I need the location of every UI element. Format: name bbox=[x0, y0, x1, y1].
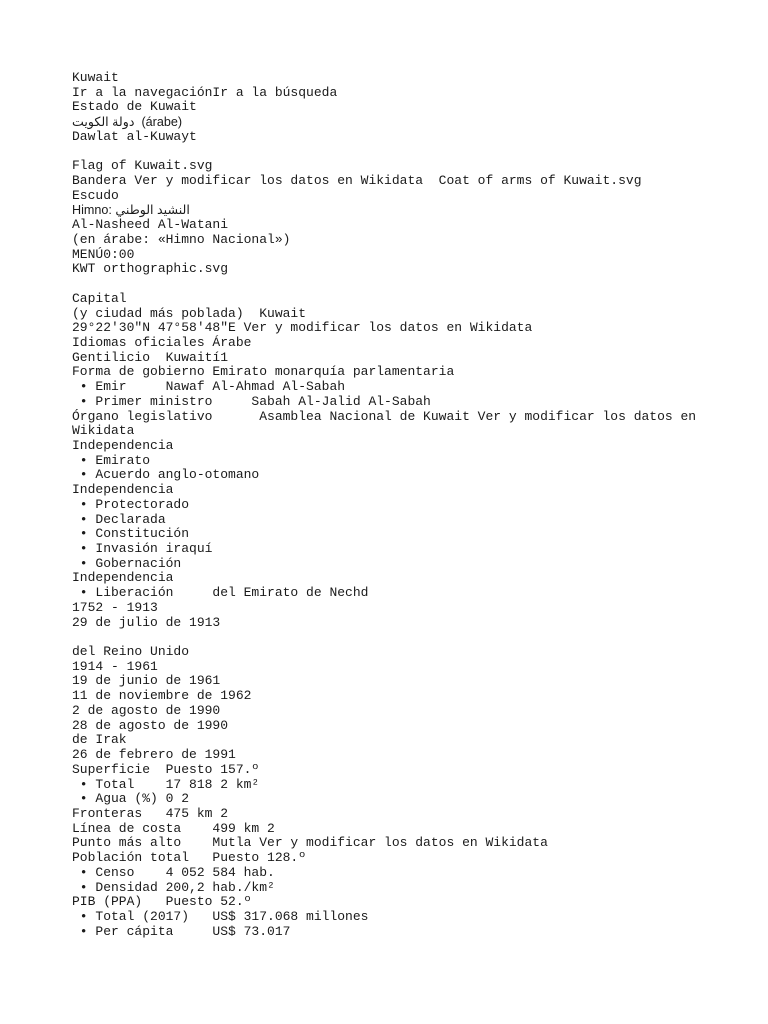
infobox-row: • Emir Nawaf Al-Ahmad Al-Sabah bbox=[72, 379, 346, 395]
date-value: 28 de agosto de 1990 bbox=[72, 717, 229, 733]
flag-image-alt[interactable]: Flag of Kuwait.svg bbox=[72, 158, 213, 174]
flag-caption[interactable]: Bandera Ver y modificar los datos en Wikidata Coat of arms of Kuwait.svg bbox=[72, 173, 642, 189]
audio-player[interactable]: MENÚ0:00 bbox=[72, 246, 135, 262]
infobox-row: • Protectorado bbox=[72, 496, 190, 512]
nav-links[interactable]: Ir a la navegaciónIr a la búsqueda bbox=[72, 84, 338, 100]
infobox-row: • Invasión iraquí bbox=[72, 541, 213, 556]
spacer bbox=[72, 145, 752, 160]
transliteration: Dawlat al-Kuwayt bbox=[72, 128, 197, 144]
coordinates-row[interactable]: 29°22′30″N 47°58′48″E Ver y modificar los datos en Wikidata bbox=[72, 320, 533, 336]
infobox-row: • Agua (%) 0 2 bbox=[72, 791, 190, 807]
anthem-label: Himno: النشيد الوطني bbox=[72, 203, 190, 218]
infobox-row: Línea de costa 499 km 2 bbox=[72, 820, 275, 836]
infobox-row: • Declarada bbox=[72, 511, 166, 527]
infobox-row: Idiomas oficiales Árabe bbox=[72, 334, 252, 350]
map-image-alt[interactable]: KWT orthographic.svg bbox=[72, 261, 229, 277]
infobox-row-label: Capital bbox=[72, 290, 127, 306]
infobox-row: • Densidad 200,2 hab./km² bbox=[72, 879, 275, 895]
spacer bbox=[72, 277, 752, 292]
infobox-row-label: Independencia bbox=[72, 570, 174, 586]
infobox-row[interactable]: Wikidata bbox=[72, 423, 135, 439]
infobox-row: • Primer ministro Sabah Al-Jalid Al-Sabah bbox=[72, 393, 431, 409]
anthem-translation: (en árabe: «Himno Nacional») bbox=[72, 231, 291, 247]
infobox-row: Forma de gobierno Emirato monarquía parlamentaria bbox=[72, 364, 455, 380]
date-value: 19 de junio de 1961 bbox=[72, 673, 221, 689]
page-title: Kuwait bbox=[72, 70, 119, 85]
anthem-name: Al-Nasheed Al-Watani bbox=[72, 217, 229, 233]
infobox-row: • Censo 4 052 584 hab. bbox=[72, 864, 275, 880]
spacer bbox=[72, 630, 752, 645]
infobox-row: • Gobernación bbox=[72, 555, 182, 571]
document-body bbox=[72, 71, 752, 939]
infobox-row: • Total 17 818 2 km² bbox=[72, 776, 260, 792]
infobox-row: • Total (2017) US$ 317.068 millones bbox=[72, 908, 369, 924]
infobox-row: PIB (PPA) Puesto 52.º bbox=[72, 894, 252, 910]
date-value: 1752 - 1913 bbox=[72, 599, 158, 615]
official-name: Estado de Kuwait bbox=[72, 99, 197, 115]
arabic-name: دولة الكويت (árabe) bbox=[72, 115, 183, 130]
infobox-row: • Per cápita US$ 73.017 bbox=[72, 923, 291, 939]
infobox-row: (y ciudad más poblada) Kuwait bbox=[72, 305, 307, 321]
infobox-row: • Constitución bbox=[72, 526, 190, 542]
infobox-row: Superficie Puesto 157.º bbox=[72, 761, 260, 777]
infobox-row[interactable]: Punto más alto Mutla Ver y modificar los datos en Wikidata bbox=[72, 835, 548, 851]
date-value: de Irak bbox=[72, 732, 127, 748]
date-value: 29 de julio de 1913 bbox=[72, 614, 221, 630]
date-value: 1914 - 1961 bbox=[72, 658, 158, 674]
date-value: 26 de febrero de 1991 bbox=[72, 747, 236, 763]
date-value: del Reino Unido bbox=[72, 644, 190, 660]
coat-of-arms-caption: Escudo bbox=[72, 187, 119, 203]
infobox-row[interactable]: Órgano legislativo Asamblea Nacional de Kuwait Ver y modificar los datos en bbox=[72, 408, 697, 424]
infobox-row: Población total Puesto 128.º bbox=[72, 850, 307, 866]
infobox-row: Fronteras 475 km 2 bbox=[72, 805, 229, 821]
infobox-row-label: Independencia bbox=[72, 437, 174, 453]
infobox-row: • Liberación del Emirato de Nechd bbox=[72, 585, 369, 601]
date-value: 11 de noviembre de 1962 bbox=[72, 688, 252, 704]
infobox-row: • Emirato bbox=[72, 452, 151, 468]
infobox-row: Gentilicio Kuwaití1 bbox=[72, 349, 229, 365]
infobox-row-label: Independencia bbox=[72, 482, 174, 498]
date-value: 2 de agosto de 1990 bbox=[72, 702, 221, 718]
infobox-row: • Acuerdo anglo-otomano bbox=[72, 467, 260, 483]
